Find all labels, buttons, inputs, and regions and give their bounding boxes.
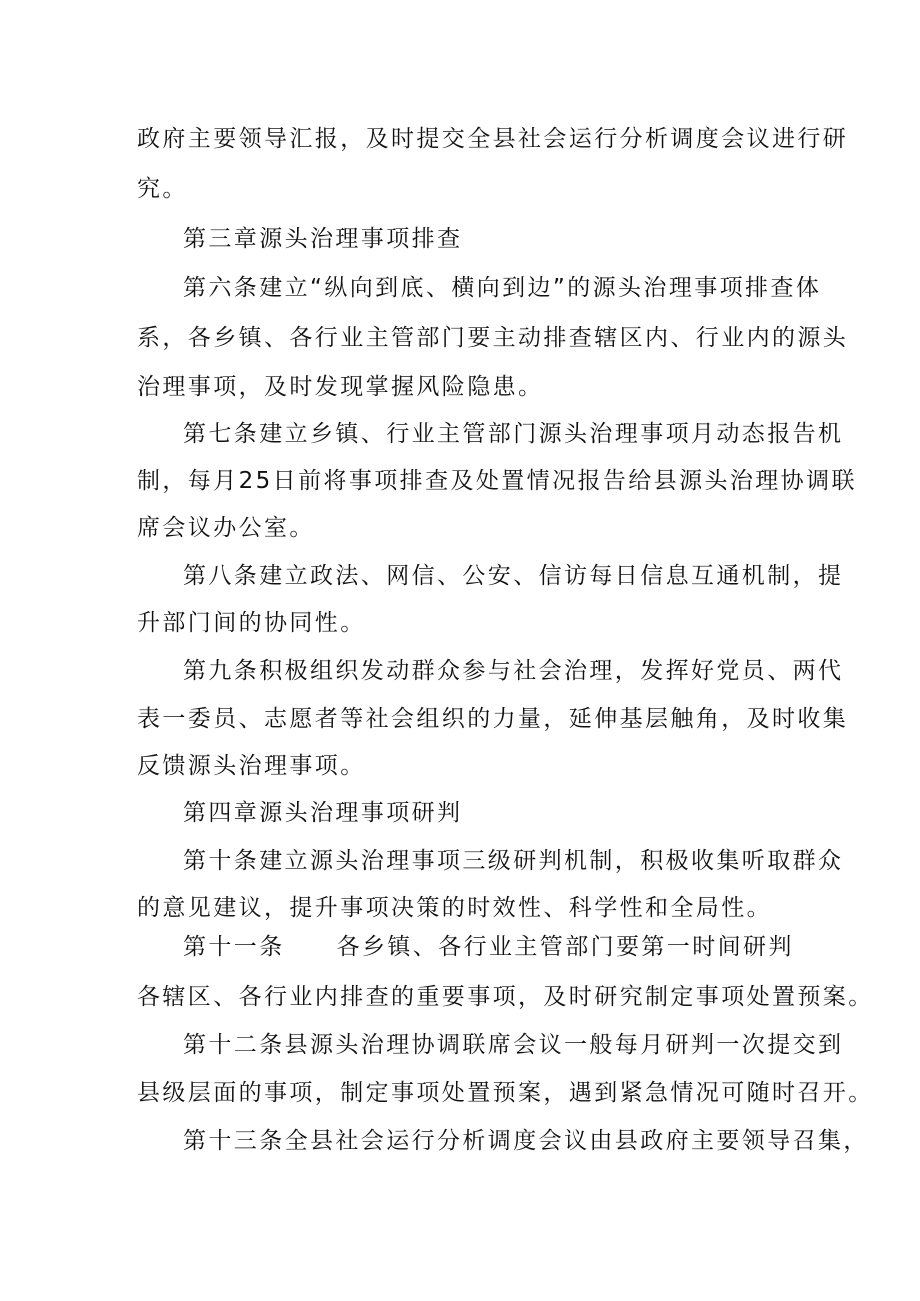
article-13-line: 第十三条全县社会运行分析调度会议由县政府主要领导召集，	[183, 1128, 869, 1154]
article-7-line: 第七条建立乡镇、行业主管部门源头治理事项月动态报告机	[183, 421, 844, 447]
article-8-line: 第八条建立政法、网信、公安、信访每日信息互通机制，提	[183, 563, 844, 589]
article-12-line: 县级层面的事项，制定事项处置预案，遇到紧急情况可随时召开。	[137, 1080, 874, 1106]
article-6-line: 系，各乡镇、各行业主管部门要主动排查辖区内、行业内的源头	[137, 325, 849, 351]
chapter-heading-3: 第三章源头治理事项排查	[183, 226, 463, 252]
article-7-line: 制，每月25日前将事项排查及处置情况报告给县源头治理协调联	[137, 468, 857, 494]
article-11-line	[183, 932, 843, 962]
article-8-line: 升部门间的协同性。	[137, 610, 366, 636]
article-9-line: 反馈源头治理事项。	[137, 753, 366, 779]
article-9-line: 表一委员、志愿者等社会组织的力量，延伸基层触角，及时收集	[137, 706, 849, 732]
article-6-line: 治理事项，及时发现掌握风险隐患。	[137, 374, 544, 400]
article-9-line: 第九条积极组织发动群众参与社会治理，发挥好党员、两代	[183, 658, 844, 684]
article-10-line: 第十条建立源头治理事项三级研判机制，积极收集听取群众	[183, 848, 844, 874]
article-11-text: 各乡镇、各行业主管部门要第一时间研判	[336, 934, 794, 960]
article-6-line: 第六条建立“纵向到底、横向到边”的源头治理事项排查体	[183, 275, 822, 301]
article-7-line: 席会议办公室。	[137, 515, 315, 541]
article-11-label: 第十一条	[183, 934, 285, 960]
article-10-line: 的意见建议，提升事项决策的时效性、科学性和全局性。	[137, 895, 772, 921]
article-11-line: 各辖区、各行业内排查的重要事项，及时研究制定事项处置预案。	[137, 984, 874, 1010]
paragraph-line: 政府主要领导汇报，及时提交全县社会运行分析调度会议进行研	[137, 126, 849, 152]
article-12-line: 第十二条县源头治理协调联席会议一般每月研判一次提交到	[183, 1032, 844, 1058]
paragraph-line: 究。	[137, 176, 188, 202]
chapter-heading-4: 第四章源头治理事项研判	[183, 800, 463, 826]
